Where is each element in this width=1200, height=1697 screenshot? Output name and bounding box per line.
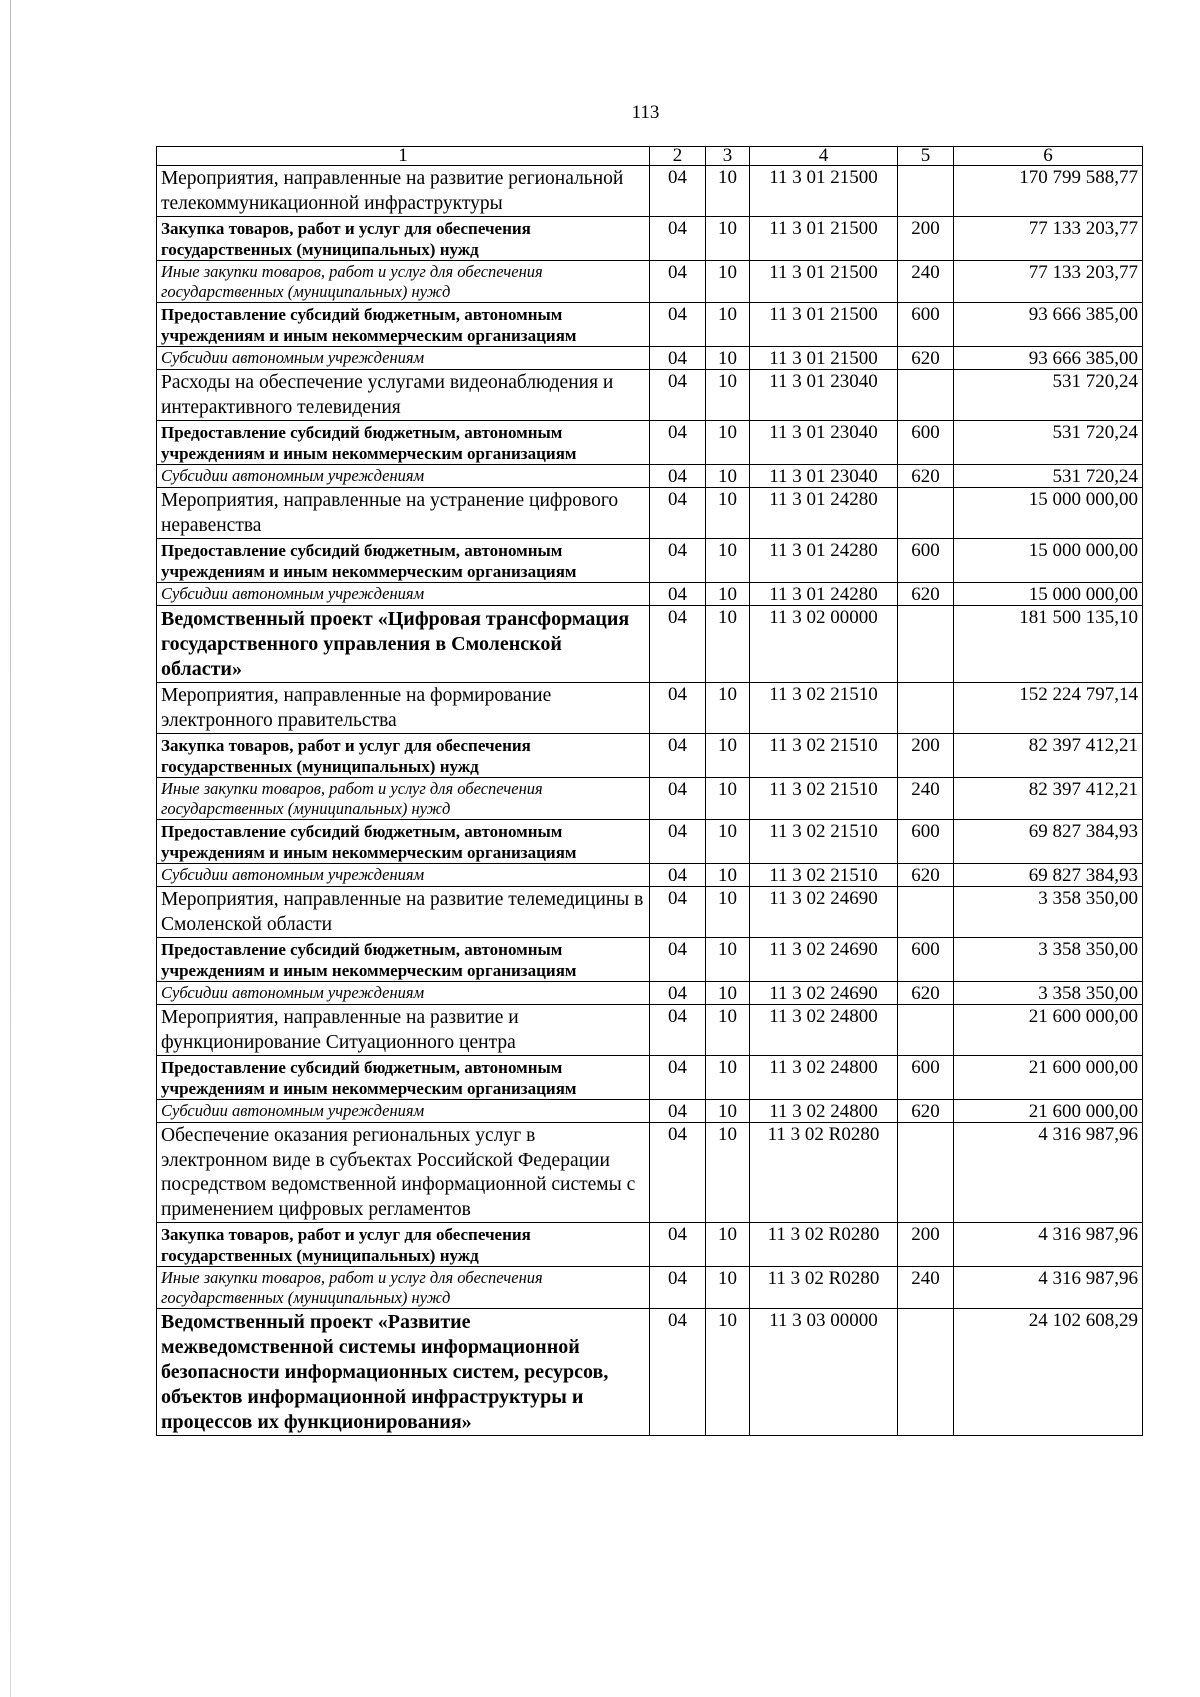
- expense-type-cell: 240: [898, 1267, 954, 1309]
- table-row: [157, 778, 1143, 820]
- subsection-code-cell: 10: [706, 370, 750, 421]
- section-code-cell: 04: [650, 778, 706, 820]
- expense-type-cell: [898, 488, 954, 539]
- expense-type-cell: 200: [898, 734, 954, 778]
- table-row: [157, 734, 1143, 778]
- target-item-code-cell: 11 3 02 R0280: [750, 1267, 898, 1309]
- amount-cell: 93 666 385,00: [954, 347, 1143, 370]
- column-header: 6: [954, 147, 1143, 166]
- section-code-cell: 04: [650, 1100, 706, 1123]
- item-name-cell: Субсидии автономным учреждениям: [157, 465, 650, 488]
- target-item-code-cell: 11 3 02 R0280: [750, 1223, 898, 1267]
- expense-type-cell: 600: [898, 539, 954, 583]
- page-number: 113: [631, 102, 660, 123]
- subsection-code-cell: 10: [706, 488, 750, 539]
- subsection-code-cell: 10: [706, 982, 750, 1005]
- expense-type-cell: 200: [898, 217, 954, 261]
- table-row: [157, 166, 1143, 217]
- target-item-code-cell: 11 3 01 23040: [750, 370, 898, 421]
- expense-type-cell: [898, 1123, 954, 1223]
- target-item-code-cell: 11 3 02 21510: [750, 734, 898, 778]
- column-header: 4: [750, 147, 898, 166]
- table-row: [157, 421, 1143, 465]
- item-name-cell: Предоставление субсидий бюджетным, автономным учреждениям и иным некоммерческим организациям: [157, 1056, 650, 1100]
- section-code-cell: 04: [650, 1005, 706, 1056]
- expense-type-cell: [898, 1309, 954, 1436]
- section-code-cell: 04: [650, 864, 706, 887]
- subsection-code-cell: 10: [706, 303, 750, 347]
- subsection-code-cell: 10: [706, 1309, 750, 1436]
- target-item-code-cell: 11 3 02 24690: [750, 887, 898, 938]
- target-item-code-cell: 11 3 01 24280: [750, 583, 898, 606]
- subsection-code-cell: 10: [706, 347, 750, 370]
- section-code-cell: 04: [650, 683, 706, 734]
- subsection-code-cell: 10: [706, 1123, 750, 1223]
- section-code-cell: 04: [650, 583, 706, 606]
- section-code-cell: 04: [650, 539, 706, 583]
- amount-cell: 21 600 000,00: [954, 1100, 1143, 1123]
- target-item-code-cell: 11 3 01 21500: [750, 217, 898, 261]
- amount-cell: 3 358 350,00: [954, 982, 1143, 1005]
- expense-type-cell: 200: [898, 1223, 954, 1267]
- subsection-code-cell: 10: [706, 1100, 750, 1123]
- section-code-cell: 04: [650, 465, 706, 488]
- expense-type-cell: 620: [898, 982, 954, 1005]
- section-code-cell: 04: [650, 982, 706, 1005]
- page-left-edge: [10, 0, 11, 1697]
- expense-type-cell: [898, 166, 954, 217]
- target-item-code-cell: 11 3 02 00000: [750, 606, 898, 683]
- item-name-cell: Закупка товаров, работ и услуг для обеспечения государственных (муниципальных) нужд: [157, 734, 650, 778]
- amount-cell: 24 102 608,29: [954, 1309, 1143, 1436]
- table-row: [157, 217, 1143, 261]
- amount-cell: 69 827 384,93: [954, 864, 1143, 887]
- table-row: [157, 864, 1143, 887]
- subsection-code-cell: 10: [706, 1005, 750, 1056]
- target-item-code-cell: 11 3 02 R0280: [750, 1123, 898, 1223]
- section-code-cell: 04: [650, 1267, 706, 1309]
- target-item-code-cell: 11 3 01 21500: [750, 166, 898, 217]
- section-code-cell: 04: [650, 887, 706, 938]
- expense-type-cell: 620: [898, 465, 954, 488]
- column-header: 2: [650, 147, 706, 166]
- table-row: [157, 1223, 1143, 1267]
- amount-cell: 531 720,24: [954, 370, 1143, 421]
- target-item-code-cell: 11 3 01 21500: [750, 347, 898, 370]
- amount-cell: 181 500 135,10: [954, 606, 1143, 683]
- amount-cell: 531 720,24: [954, 421, 1143, 465]
- table-row: [157, 606, 1143, 683]
- table-row: [157, 1005, 1143, 1056]
- amount-cell: 4 316 987,96: [954, 1223, 1143, 1267]
- section-code-cell: 04: [650, 1309, 706, 1436]
- item-name-cell: Субсидии автономным учреждениям: [157, 347, 650, 370]
- section-code-cell: 04: [650, 421, 706, 465]
- table-row: [157, 465, 1143, 488]
- target-item-code-cell: 11 3 02 21510: [750, 778, 898, 820]
- subsection-code-cell: 10: [706, 217, 750, 261]
- section-code-cell: 04: [650, 938, 706, 982]
- table-row: [157, 303, 1143, 347]
- section-code-cell: 04: [650, 820, 706, 864]
- subsection-code-cell: 10: [706, 820, 750, 864]
- table-row: [157, 488, 1143, 539]
- target-item-code-cell: 11 3 02 24800: [750, 1005, 898, 1056]
- table-row: [157, 347, 1143, 370]
- amount-cell: 82 397 412,21: [954, 778, 1143, 820]
- table-row: [157, 1123, 1143, 1223]
- section-code-cell: 04: [650, 261, 706, 303]
- subsection-code-cell: 10: [706, 606, 750, 683]
- item-name-cell: Ведомственный проект «Развитие межведомственной системы информационной безопасности информационных систем, ресурсов, объектов информационной инфраструктуры и процессов их функционирования»: [157, 1309, 650, 1436]
- target-item-code-cell: 11 3 03 00000: [750, 1309, 898, 1436]
- amount-cell: 3 358 350,00: [954, 887, 1143, 938]
- target-item-code-cell: 11 3 01 23040: [750, 421, 898, 465]
- item-name-cell: Расходы на обеспечение услугами видеонаблюдения и интерактивного телевидения: [157, 370, 650, 421]
- target-item-code-cell: 11 3 02 21510: [750, 820, 898, 864]
- column-header: 5: [898, 147, 954, 166]
- expense-type-cell: 600: [898, 820, 954, 864]
- amount-cell: 77 133 203,77: [954, 217, 1143, 261]
- section-code-cell: 04: [650, 734, 706, 778]
- column-header: 1: [157, 147, 650, 166]
- column-number-row: [157, 147, 1143, 166]
- subsection-code-cell: 10: [706, 421, 750, 465]
- target-item-code-cell: 11 3 01 23040: [750, 465, 898, 488]
- expense-type-cell: 620: [898, 583, 954, 606]
- subsection-code-cell: 10: [706, 864, 750, 887]
- section-code-cell: 04: [650, 1123, 706, 1223]
- expense-type-cell: 620: [898, 864, 954, 887]
- expense-type-cell: 600: [898, 421, 954, 465]
- table-row: [157, 1309, 1143, 1436]
- section-code-cell: 04: [650, 1223, 706, 1267]
- table-row: [157, 1056, 1143, 1100]
- amount-cell: 21 600 000,00: [954, 1056, 1143, 1100]
- amount-cell: 4 316 987,96: [954, 1267, 1143, 1309]
- section-code-cell: 04: [650, 488, 706, 539]
- amount-cell: 15 000 000,00: [954, 539, 1143, 583]
- expense-type-cell: 600: [898, 938, 954, 982]
- budget-table: [156, 146, 1143, 1436]
- target-item-code-cell: 11 3 01 21500: [750, 261, 898, 303]
- item-name-cell: Предоставление субсидий бюджетным, автономным учреждениям и иным некоммерческим организациям: [157, 539, 650, 583]
- target-item-code-cell: 11 3 02 21510: [750, 864, 898, 887]
- section-code-cell: 04: [650, 217, 706, 261]
- expense-type-cell: [898, 370, 954, 421]
- section-code-cell: 04: [650, 370, 706, 421]
- subsection-code-cell: 10: [706, 683, 750, 734]
- amount-cell: 15 000 000,00: [954, 583, 1143, 606]
- item-name-cell: Иные закупки товаров, работ и услуг для обеспечения государственных (муниципальных) нужд: [157, 261, 650, 303]
- item-name-cell: Закупка товаров, работ и услуг для обеспечения государственных (муниципальных) нужд: [157, 1223, 650, 1267]
- table-row: [157, 938, 1143, 982]
- subsection-code-cell: 10: [706, 539, 750, 583]
- item-name-cell: Мероприятия, направленные на развитие региональной телекоммуникационной инфраструктуры: [157, 166, 650, 217]
- item-name-cell: Мероприятия, направленные на развитие и функционирование Ситуационного центра: [157, 1005, 650, 1056]
- item-name-cell: Иные закупки товаров, работ и услуг для обеспечения государственных (муниципальных) нужд: [157, 778, 650, 820]
- expense-type-cell: [898, 1005, 954, 1056]
- table-row: [157, 1267, 1143, 1309]
- expense-type-cell: 600: [898, 1056, 954, 1100]
- item-name-cell: Мероприятия, направленные на формирование электронного правительства: [157, 683, 650, 734]
- expense-type-cell: 620: [898, 1100, 954, 1123]
- amount-cell: 69 827 384,93: [954, 820, 1143, 864]
- table-row: [157, 1100, 1143, 1123]
- amount-cell: 170 799 588,77: [954, 166, 1143, 217]
- expense-type-cell: 620: [898, 347, 954, 370]
- subsection-code-cell: 10: [706, 938, 750, 982]
- table-row: [157, 887, 1143, 938]
- table-row: [157, 583, 1143, 606]
- target-item-code-cell: 11 3 02 24800: [750, 1056, 898, 1100]
- expense-type-cell: [898, 887, 954, 938]
- subsection-code-cell: 10: [706, 261, 750, 303]
- amount-cell: 21 600 000,00: [954, 1005, 1143, 1056]
- amount-cell: 82 397 412,21: [954, 734, 1143, 778]
- target-item-code-cell: 11 3 02 21510: [750, 683, 898, 734]
- table-row: [157, 261, 1143, 303]
- section-code-cell: 04: [650, 303, 706, 347]
- amount-cell: 3 358 350,00: [954, 938, 1143, 982]
- target-item-code-cell: 11 3 01 24280: [750, 539, 898, 583]
- expense-type-cell: [898, 683, 954, 734]
- subsection-code-cell: 10: [706, 734, 750, 778]
- item-name-cell: Закупка товаров, работ и услуг для обеспечения государственных (муниципальных) нужд: [157, 217, 650, 261]
- amount-cell: 152 224 797,14: [954, 683, 1143, 734]
- table-row: [157, 539, 1143, 583]
- target-item-code-cell: 11 3 02 24690: [750, 982, 898, 1005]
- item-name-cell: Иные закупки товаров, работ и услуг для обеспечения государственных (муниципальных) нужд: [157, 1267, 650, 1309]
- expense-type-cell: 240: [898, 261, 954, 303]
- item-name-cell: Предоставление субсидий бюджетным, автономным учреждениям и иным некоммерческим организациям: [157, 303, 650, 347]
- amount-cell: 93 666 385,00: [954, 303, 1143, 347]
- subsection-code-cell: 10: [706, 1267, 750, 1309]
- subsection-code-cell: 10: [706, 166, 750, 217]
- item-name-cell: Предоставление субсидий бюджетным, автономным учреждениям и иным некоммерческим организациям: [157, 820, 650, 864]
- expense-type-cell: [898, 606, 954, 683]
- table-row: [157, 820, 1143, 864]
- item-name-cell: Обеспечение оказания региональных услуг в электронном виде в субъектах Российской Федерации посредством ведомственной информационной системы с применением цифровых регламентов: [157, 1123, 650, 1223]
- target-item-code-cell: 11 3 02 24800: [750, 1100, 898, 1123]
- subsection-code-cell: 10: [706, 1223, 750, 1267]
- expense-type-cell: 600: [898, 303, 954, 347]
- table-row: [157, 982, 1143, 1005]
- item-name-cell: Мероприятия, направленные на развитие телемедицины в Смоленской области: [157, 887, 650, 938]
- target-item-code-cell: 11 3 02 24690: [750, 938, 898, 982]
- item-name-cell: Ведомственный проект «Цифровая трансформация государственного управления в Смоленской области»: [157, 606, 650, 683]
- subsection-code-cell: 10: [706, 465, 750, 488]
- subsection-code-cell: 10: [706, 1056, 750, 1100]
- item-name-cell: Мероприятия, направленные на устранение цифрового неравенства: [157, 488, 650, 539]
- table-row: [157, 370, 1143, 421]
- item-name-cell: Субсидии автономным учреждениям: [157, 1100, 650, 1123]
- section-code-cell: 04: [650, 166, 706, 217]
- subsection-code-cell: 10: [706, 778, 750, 820]
- amount-cell: 15 000 000,00: [954, 488, 1143, 539]
- item-name-cell: Субсидии автономным учреждениям: [157, 583, 650, 606]
- section-code-cell: 04: [650, 347, 706, 370]
- section-code-cell: 04: [650, 606, 706, 683]
- target-item-code-cell: 11 3 01 24280: [750, 488, 898, 539]
- item-name-cell: Предоставление субсидий бюджетным, автономным учреждениям и иным некоммерческим организациям: [157, 421, 650, 465]
- section-code-cell: 04: [650, 1056, 706, 1100]
- subsection-code-cell: 10: [706, 887, 750, 938]
- column-header: 3: [706, 147, 750, 166]
- expense-type-cell: 240: [898, 778, 954, 820]
- subsection-code-cell: 10: [706, 583, 750, 606]
- item-name-cell: Субсидии автономным учреждениям: [157, 864, 650, 887]
- amount-cell: 4 316 987,96: [954, 1123, 1143, 1223]
- amount-cell: 77 133 203,77: [954, 261, 1143, 303]
- table-row: [157, 683, 1143, 734]
- item-name-cell: Предоставление субсидий бюджетным, автономным учреждениям и иным некоммерческим организациям: [157, 938, 650, 982]
- target-item-code-cell: 11 3 01 21500: [750, 303, 898, 347]
- amount-cell: 531 720,24: [954, 465, 1143, 488]
- item-name-cell: Субсидии автономным учреждениям: [157, 982, 650, 1005]
